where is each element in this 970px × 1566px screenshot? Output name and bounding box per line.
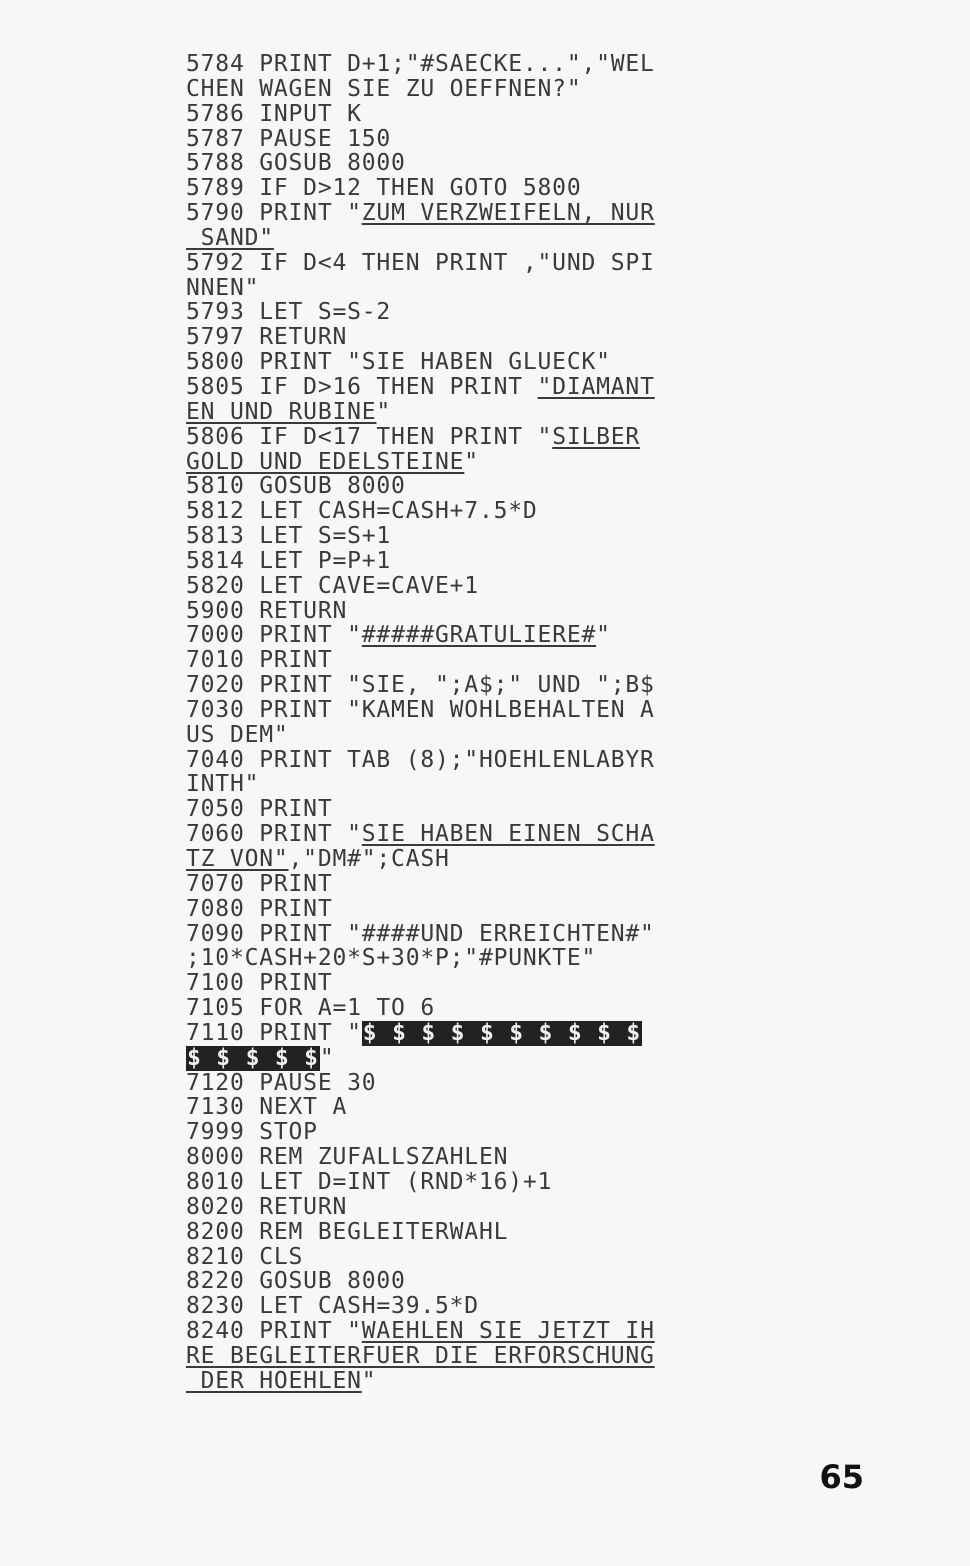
- inverse-graphics: $ $ $ $ $: [187, 1044, 319, 1071]
- code-line: 7070 PRINT: [186, 870, 333, 897]
- code-line: 7000 PRINT "#####GRATULIERE#": [186, 622, 611, 649]
- code-line-text: 7110 PRINT ": [186, 1019, 362, 1046]
- code-line: 8230 LET CASH=39.5*D: [186, 1293, 479, 1320]
- code-line: 7090 PRINT "####UND ERREICHTEN#": [186, 920, 655, 947]
- code-line: TZ VON","DM#";CASH: [186, 846, 450, 872]
- code-line: 7010 PRINT: [186, 647, 333, 674]
- code-line: 5814 LET P=P+1: [186, 547, 392, 574]
- code-line: 5810 GOSUB 8000: [186, 473, 406, 500]
- code-line: 8220 GOSUB 8000: [186, 1268, 406, 1295]
- code-line: 8020 RETURN: [186, 1193, 348, 1220]
- code-line: 8240 PRINT "WAEHLEN SIE JETZT IH: [186, 1318, 655, 1345]
- code-line: 5786 INPUT K: [186, 100, 362, 127]
- basic-program-listing: [186, 52, 686, 1394]
- code-line: 8210 CLS: [186, 1243, 304, 1270]
- code-line: 5792 IF D<4 THEN PRINT ,"UND SPI: [186, 249, 655, 276]
- code-line: 7050 PRINT: [186, 796, 333, 823]
- code-line: 8000 REM ZUFALLSZAHLEN: [186, 1144, 509, 1171]
- code-line: [186, 1021, 686, 1046]
- code-line: NNEN": [186, 274, 260, 301]
- code-line: 7040 PRINT TAB (8);"HOEHLENLABYR: [186, 746, 655, 773]
- code-line: 7020 PRINT "SIE, ";A$;" UND ";B$: [186, 672, 655, 699]
- code-line: 5805 IF D>16 THEN PRINT "DIAMANT: [186, 373, 655, 400]
- code-line: 5800 PRINT "SIE HABEN GLUECK": [186, 349, 611, 376]
- code-line: RE BEGLEITERFUER DIE ERFORSCHUNG: [186, 1342, 655, 1369]
- code-line: 5790 PRINT "ZUM VERZWEIFELN, NUR: [186, 200, 655, 227]
- code-line: GOLD UND EDELSTEINE": [186, 448, 479, 475]
- code-line: 5788 GOSUB 8000: [186, 150, 406, 177]
- code-line: DER HOEHLEN": [186, 1367, 377, 1394]
- code-line: INTH": [186, 771, 260, 798]
- code-line: 7080 PRINT: [186, 895, 333, 922]
- inverse-graphics: $ $ $ $ $ $ $ $ $ $: [362, 1019, 642, 1046]
- code-line: 5797 RETURN: [186, 324, 348, 351]
- code-line: 5820 LET CAVE=CAVE+1: [186, 572, 479, 599]
- code-line: 7120 PAUSE 30: [186, 1069, 377, 1096]
- code-line: 5784 PRINT D+1;"#SAECKE...","WEL: [186, 51, 655, 77]
- code-line: EN UND RUBINE": [186, 398, 392, 425]
- code-line: 7100 PRINT: [186, 970, 333, 997]
- code-line: 7105 FOR A=1 TO 6: [186, 995, 436, 1022]
- code-line: 5813 LET S=S+1: [186, 523, 392, 550]
- code-line: 7130 NEXT A: [186, 1094, 348, 1121]
- code-line: 5789 IF D>12 THEN GOTO 5800: [186, 175, 582, 202]
- code-line-text: ": [319, 1044, 335, 1071]
- code-line: 5812 LET CASH=CASH+7.5*D: [186, 498, 538, 525]
- code-line: 5787 PAUSE 150: [186, 125, 392, 152]
- code-line: 5793 LET S=S-2: [186, 299, 392, 326]
- code-line: [186, 1046, 686, 1071]
- code-line: 8010 LET D=INT (RND*16)+1: [186, 1168, 553, 1195]
- code-line: US DEM": [186, 721, 289, 748]
- code-line: ;10*CASH+20*S+30*P;"#PUNKTE": [186, 945, 597, 972]
- code-line: 7999 STOP: [186, 1119, 318, 1146]
- code-line: 7060 PRINT "SIE HABEN EINEN SCHA: [186, 821, 655, 848]
- page-number: 65: [819, 1458, 864, 1496]
- code-line: 5900 RETURN: [186, 597, 348, 624]
- code-line: 5806 IF D<17 THEN PRINT "SILBER: [186, 423, 641, 450]
- code-line: 7030 PRINT "KAMEN WOHLBEHALTEN A: [186, 696, 655, 723]
- code-line: CHEN WAGEN SIE ZU OEFFNEN?": [186, 75, 582, 102]
- code-line: 8200 REM BEGLEITERWAHL: [186, 1218, 509, 1245]
- code-line: SAND": [186, 224, 274, 251]
